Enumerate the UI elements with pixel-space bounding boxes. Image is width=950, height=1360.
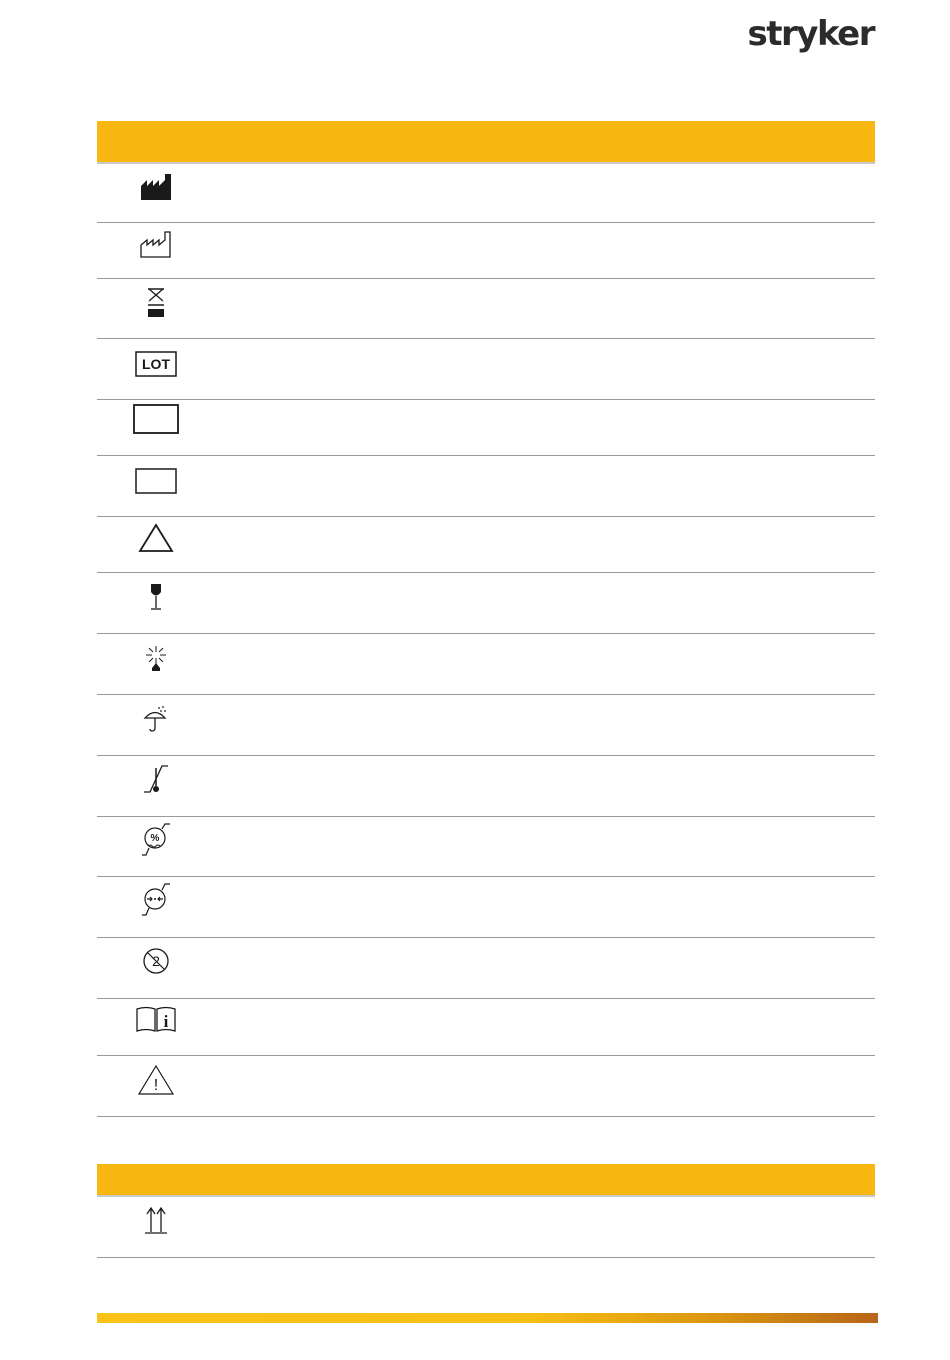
date-of-manufacture-icon [139,229,173,259]
blank-box-icon [135,468,177,494]
table-row [97,695,875,756]
table-row [97,456,875,517]
use-by-date-icon [145,287,167,319]
do-not-reuse-icon [141,946,171,976]
do-not-reuse-icon-text: 2 [152,953,160,969]
table-row [97,1197,875,1258]
info-icon-text: i [163,1012,169,1031]
keep-away-from-sunlight-icon [141,644,171,672]
table-row [97,339,875,400]
table-row [97,877,875,938]
humidity-limitation-icon [140,821,172,857]
table-row [97,999,875,1056]
table-row [97,164,875,223]
table-row [97,817,875,877]
humidity-icon-text: % [150,833,160,844]
table-row [97,634,875,695]
consult-instructions-icon [135,1005,177,1033]
footer-accent-bar [97,1313,878,1323]
table-row [97,517,875,573]
stryker-logo: stryker [747,14,874,54]
table-row [97,400,875,456]
lot-icon-text: LOT [142,356,170,372]
packaging-table-header [97,1164,875,1197]
symbols-table [97,121,875,1117]
fragile-icon [146,582,166,612]
atmospheric-pressure-limitation-icon [140,881,172,917]
keep-dry-icon [141,705,171,733]
manufacturer-icon [139,172,173,202]
table-row [97,1056,875,1117]
table-row [97,573,875,634]
caution-icon [137,1064,175,1096]
this-way-up-icon [143,1205,169,1235]
caution-icon-text: ! [153,1077,159,1094]
symbols-table-header [97,121,875,164]
blank-box-icon [133,404,179,434]
temperature-limit-icon [142,760,170,796]
lot-icon [135,351,177,377]
triangle-icon [138,523,174,553]
table-row [97,223,875,279]
table-row [97,938,875,999]
packaging-table [97,1164,875,1258]
table-row [97,756,875,817]
table-row [97,279,875,339]
